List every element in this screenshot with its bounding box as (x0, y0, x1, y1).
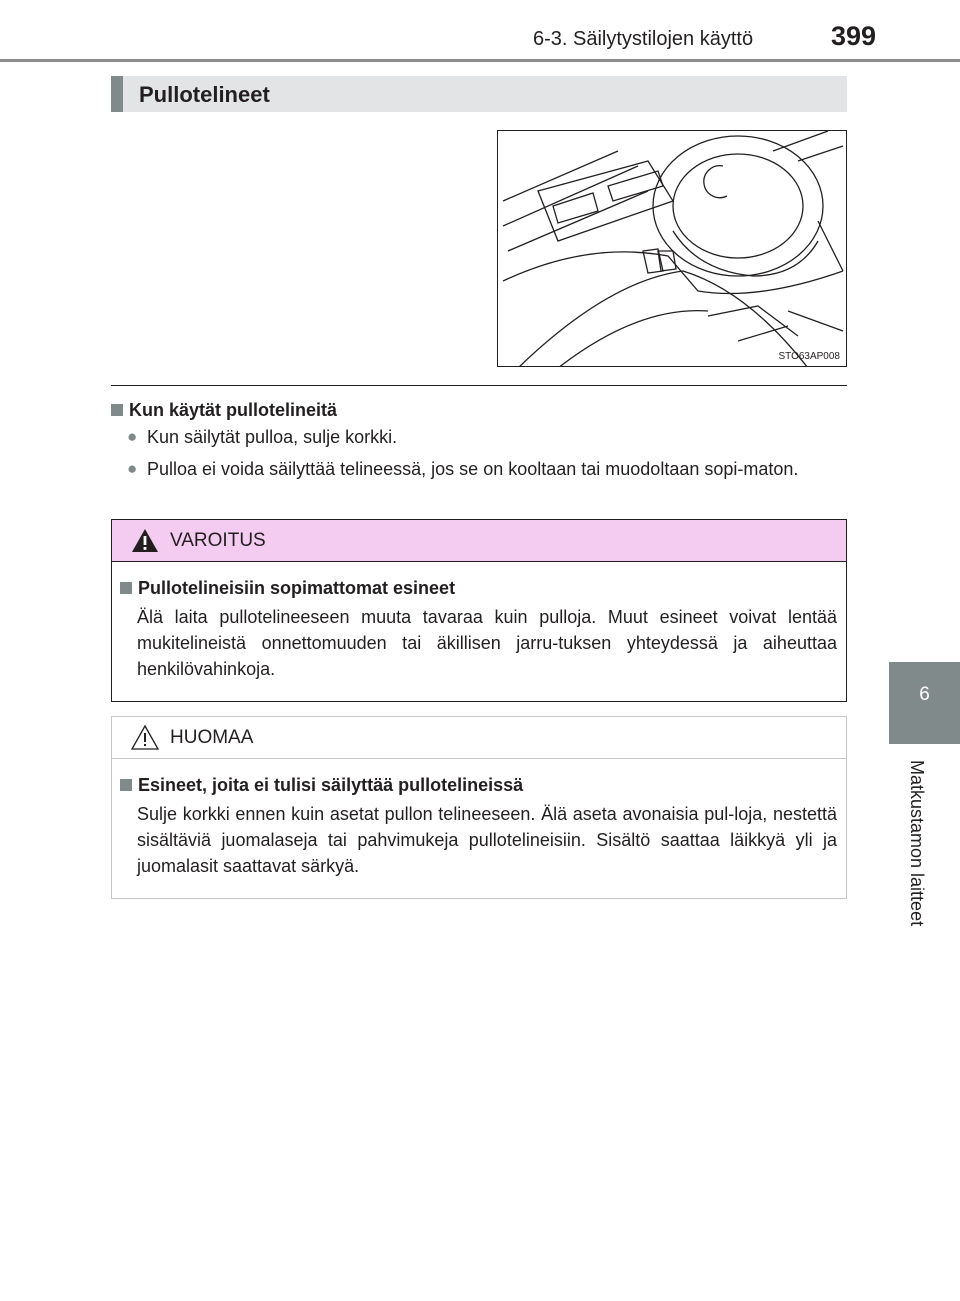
warning-triangle-icon (130, 527, 160, 554)
section-divider (111, 385, 847, 386)
usage-bullet (127, 456, 847, 482)
car-interior-drawing (498, 131, 847, 367)
chapter-number: 6 (919, 684, 930, 705)
circle-bullet-icon: ● (127, 459, 138, 478)
warning-body: Älä laita pullotelineeseen muuta tavaraa kuin pulloja. Muut esineet voivat lentää mukitelineistä onnettomuuden tai äkillisen jarru-tuksen yhteydessä ja aiheuttaa henkilövahinkoja. (137, 607, 837, 679)
square-bullet-icon (120, 582, 132, 594)
usage-heading (111, 400, 337, 421)
section-title: Pullotelineet (139, 82, 270, 107)
page-number: 399 (831, 21, 877, 51)
usage-bullet-text: Pulloa ei voida säilyttää telineessä, jos se on kooltaan tai muodoltaan sopi-maton. (147, 459, 799, 479)
notice-body: Sulje korkki ennen kuin asetat pullon telineeseen. Älä aseta avonaisia pul-loja, nestettä sisältäviä juomalaseja tai pahvimukeja pullotelineisiin. Sisältö saattaa läikkyä yli ja juomalasit saattavat särkyä. (137, 804, 837, 876)
usage-bullet (127, 424, 847, 450)
warning-subheading-text: Pullotelineisiin sopimattomat esineet (138, 578, 456, 598)
caution-triangle-icon (130, 724, 160, 751)
bottle-holder-illustration (497, 130, 847, 367)
header-title: 6-3. Säilytystilojen käyttö (533, 28, 754, 50)
warning-box (111, 519, 847, 702)
usage-bullet-text: Kun säilytät pulloa, sulje korkki. (147, 427, 398, 447)
section-heading (111, 76, 847, 112)
square-bullet-icon (120, 779, 132, 791)
notice-subheading-text: Esineet, joita ei tulisi säilyttää pullotelineissä (138, 775, 524, 795)
circle-bullet-icon: ● (127, 427, 138, 446)
notice-subheading (120, 775, 523, 796)
illustration-code: STO63AP008 (778, 351, 840, 362)
chapter-tab[interactable] (889, 662, 960, 744)
warning-subheading (120, 578, 455, 599)
warning-header (112, 520, 846, 562)
chapter-label: Matkustamon laitteet (907, 760, 927, 927)
notice-header (112, 717, 846, 759)
warning-title: VAROITUS (170, 530, 266, 551)
square-bullet-icon (111, 404, 123, 416)
header-rule (0, 59, 960, 62)
notice-title: HUOMAA (170, 727, 254, 748)
notice-box (111, 716, 847, 899)
usage-heading-text: Kun käytät pullotelineitä (129, 400, 338, 420)
